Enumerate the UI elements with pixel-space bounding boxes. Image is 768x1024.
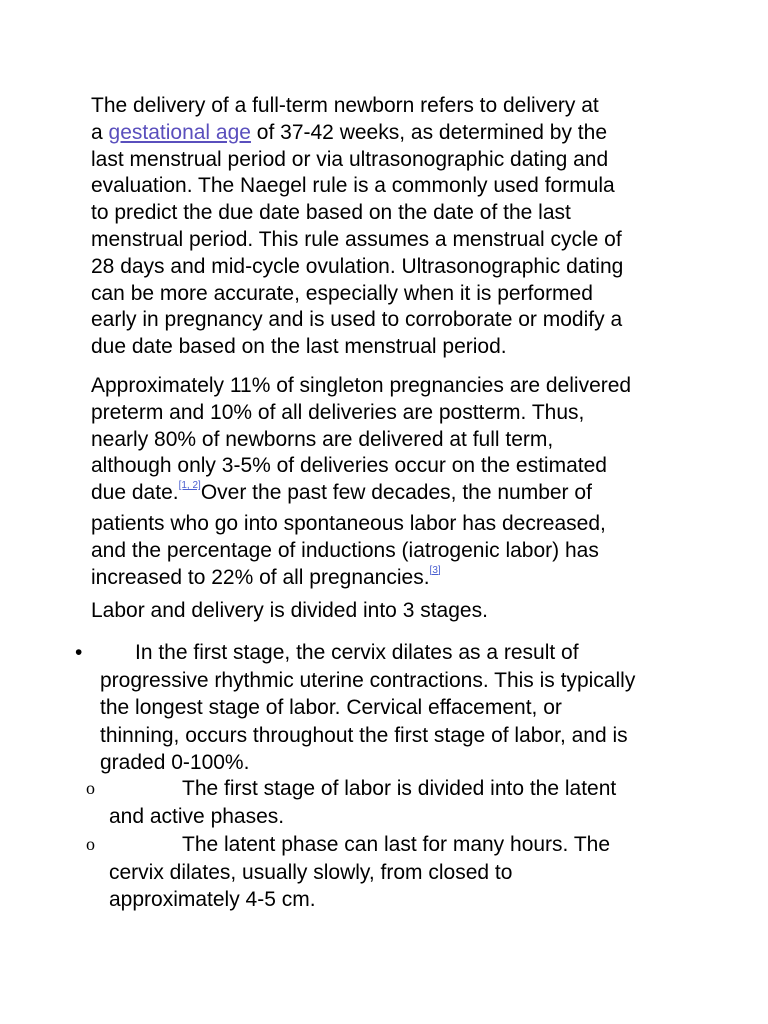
text-line: and active phases. <box>109 804 285 828</box>
paragraph-full-term-delivery <box>91 93 691 361</box>
text-line: patients who go into spontaneous labor has decreased, <box>91 511 606 535</box>
sub-bullet-marker: o <box>86 778 95 798</box>
text-line: due date based on the last menstrual period. <box>91 335 507 359</box>
sub-bullet-item-phases <box>0 775 768 830</box>
sub-bullet-item-latent-phase <box>0 831 768 914</box>
text-line: last menstrual period or via ultrasonographic dating and <box>91 147 609 171</box>
text-line: Labor and delivery is divided into 3 stages. <box>91 599 488 622</box>
text-fragment: Over the past few decades, the number of <box>200 481 592 505</box>
gestational-age-link[interactable]: gestational age <box>108 120 251 144</box>
text-line: although only 3-5% of deliveries occur on the estimated <box>91 454 607 478</box>
paragraph-delivery-statistics <box>91 373 691 595</box>
text-line: the longest stage of labor. Cervical effacement, or <box>100 696 562 719</box>
text-line: 28 days and mid-cycle ovulation. Ultrasonographic dating <box>91 254 624 278</box>
text-fragment: of 37-42 weeks, as determined by the <box>250 120 608 144</box>
text-line: The latent phase can last for many hours. The <box>182 833 611 856</box>
text-line: In the first stage, the cervix dilates as a result of <box>135 641 579 664</box>
text-line <box>91 120 691 147</box>
text-line <box>91 480 691 511</box>
citation-superscript <box>179 480 201 491</box>
citation-link-3[interactable]: [3] <box>429 564 441 576</box>
text-line: approximately 4-5 cm. <box>109 888 316 911</box>
text-line: thinning, occurs throughout the first stage of labor, and is <box>100 723 628 747</box>
text-line: progressive rhythmic uterine contractions. This is typically <box>100 668 636 692</box>
text-line: Approximately 11% of singleton pregnancies are delivered <box>91 374 632 397</box>
bullet-marker: • <box>75 641 83 664</box>
text-line: graded 0-100%. <box>100 751 250 774</box>
text-line: nearly 80% of newborns are delivered at full term, <box>91 427 554 451</box>
text-line: early in pregnancy and is used to corroborate or modify a <box>91 308 623 332</box>
text-line: to predict the due date based on the date of the last <box>91 201 571 225</box>
text-fragment: due date. <box>91 481 179 505</box>
paragraph-labor-stages <box>91 598 691 625</box>
text-line <box>91 565 691 596</box>
citation-link-1-2[interactable]: [1, 2] <box>178 480 201 492</box>
text-fragment: increased to 22% of all pregnancies. <box>91 565 430 589</box>
text-line: and the percentage of inductions (iatrogenic labor) has <box>91 538 599 562</box>
text-line: cervix dilates, usually slowly, from closed to <box>109 860 513 884</box>
text-fragment: a <box>91 120 109 144</box>
citation-superscript <box>430 565 441 576</box>
text-line: can be more accurate, especially when it is performed <box>91 281 593 305</box>
sub-bullet-marker: o <box>86 834 95 854</box>
text-line: preterm and 10% of all deliveries are postterm. Thus, <box>91 400 585 424</box>
text-line: The delivery of a full-term newborn refers to delivery at <box>91 94 599 117</box>
bullet-item-first-stage <box>0 639 768 777</box>
text-line: The first stage of labor is divided into the latent <box>182 777 617 800</box>
text-line: menstrual period. This rule assumes a menstrual cycle of <box>91 227 622 251</box>
text-line: evaluation. The Naegel rule is a commonly used formula <box>91 174 615 198</box>
